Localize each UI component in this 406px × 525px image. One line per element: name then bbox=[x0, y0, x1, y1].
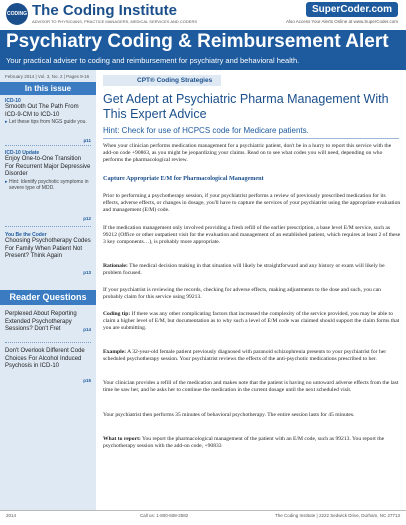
sidebar-divider bbox=[5, 226, 91, 227]
institute-name: The Coding Institute bbox=[32, 2, 177, 19]
article-paragraph-2: If the medication management only involved providing a fresh refill of the earlier prescription, a base level E/M service, such as 99212 (Office or other outpatient visit for the evaluation and management of an established patient, which requires at least 2 of these 3 key components…), is probably more appropriate. bbox=[103, 225, 401, 246]
sidebar-divider bbox=[5, 145, 91, 146]
coding-tip-text: If there was any other complicating factors that increased the complexity of the service provided, you may be able to claim a higher level of E/M, but documentation as to why such a level of E/M code was claimed should support the claim forms that you are submitting. bbox=[103, 311, 400, 332]
item-tag: ICD-10 Update bbox=[5, 150, 40, 156]
item-tag: You Be the Coder bbox=[5, 232, 47, 238]
publication-title: Psychiatry Coding & Reimbursement Alert bbox=[6, 31, 389, 52]
sidebar-item-icd10-update[interactable] bbox=[5, 150, 91, 221]
article-headline: Get Adept at Psychiatric Pharma Management With This Expert Advice bbox=[103, 92, 389, 121]
article-paragraph-9 bbox=[103, 436, 401, 450]
article-paragraph-8: Your psychiatrist then performs 35 minutes of behavioral psychotherapy. The entire session lasts for 45 minutes. bbox=[103, 412, 355, 418]
item-title: Enjoy One-to-One Transition For Recurrent Major Depressive Disorder bbox=[5, 156, 91, 177]
sidebar-question-extended-sessions[interactable] bbox=[5, 311, 91, 334]
item-page: p14 bbox=[83, 327, 91, 332]
issue-info: February 2014 | Vol. 3, No. 2 | Pages 9-16 bbox=[5, 74, 90, 79]
article-paragraph-4: If your psychiatrist is reviewing the records, checking for adverse effects, making adjustments to the dose and such, you can probably claim for this service using 99213. bbox=[103, 287, 381, 301]
rationale-text: The medical decision making in that situation will likely be straightforward and any history or exam will likely be problem focused. bbox=[103, 263, 385, 277]
what-to-report-label: What to report: bbox=[103, 436, 141, 442]
publication-subtitle: Your practical adviser to coding and reimbursement for psychiatry and behavioral health. bbox=[6, 56, 300, 65]
supercoder-tagline: Also Access Your Alerts Online at www.SuperCoder.com bbox=[285, 19, 398, 24]
sidebar-item-you-be-the-coder[interactable] bbox=[5, 232, 91, 275]
item-title: Don't Overlook Different Code Choices For Alcohol Induced Psychosis in ICD-10 bbox=[5, 348, 85, 369]
article-paragraph-5 bbox=[103, 311, 401, 332]
item-page: p15 bbox=[83, 378, 91, 383]
item-page: p11 bbox=[83, 138, 91, 143]
supercoder-logo[interactable]: SuperCoder.com bbox=[306, 2, 398, 17]
footer-address: The Coding Institute | 2222 Sedwick Drive, Durham, NC 27713 bbox=[275, 513, 400, 518]
coding-institute-logo: CODING bbox=[6, 3, 28, 25]
sidebar-item-icd10[interactable] bbox=[5, 98, 91, 143]
item-sub: ▸ Let these tips from NGS guide you. bbox=[5, 119, 91, 125]
item-title: Choosing Psychotherapy Codes For Family When Patient Not Present? Think Again bbox=[5, 238, 91, 259]
item-page: p12 bbox=[83, 216, 91, 221]
article-rule bbox=[103, 138, 399, 139]
item-title: Perplexed About Reporting Extended Psychotherapy Sessions? Don't Fret bbox=[5, 311, 77, 332]
article-paragraph-1: Prior to performing a psychotherapy session, if your psychiatrist performs a review of previously prescribed medication for its effects, adverse effects, or changes in dosage, you'll have to capture the services of your psychiatrist using the appropriate evaluation and management (E/M) code. bbox=[103, 193, 401, 214]
item-page: p13 bbox=[83, 270, 91, 275]
example-text: A 32-year-old female patient previously diagnosed with paranoid schizophrenia presents to your psychiatrist for her scheduled psychotherapy session. Your psychiatrist reviews the effects of the anti-psychotic medications prescribed to her. bbox=[103, 349, 387, 363]
example-label: Example: bbox=[103, 349, 126, 355]
rationale-label: Rationale: bbox=[103, 263, 128, 269]
sidebar-question-alcohol-psychosis[interactable] bbox=[5, 348, 91, 383]
item-tag: ICD-10 bbox=[5, 98, 21, 104]
article-hint: Hint: Check for use of HCPCS code for Medicare patients. bbox=[103, 126, 309, 135]
in-this-issue-heading: In this issue bbox=[0, 82, 96, 95]
coding-tip-label: Coding tip: bbox=[103, 311, 131, 317]
article-subhead: Capture Appropriate E/M for Pharmacological Management bbox=[103, 175, 264, 182]
article-category: CPT® Coding Strategies bbox=[103, 75, 221, 86]
article-paragraph-6 bbox=[103, 349, 401, 363]
article-paragraph-7: Your clinician provides a refill of the medication and makes note that the patient is having no untoward adverse effects from the last time he saw her, and he asks her to continue the medication in the current dosage until the next scheduled visit. bbox=[103, 380, 399, 394]
masthead bbox=[0, 0, 406, 29]
footer-year: 2014 bbox=[6, 513, 17, 518]
institute-tagline: ADVISOR TO PHYSICIANS, PRACTICE MANAGERS, MEDICAL SERVICES AND CODERS bbox=[32, 19, 197, 24]
sidebar-divider bbox=[5, 342, 91, 343]
article-intro: When your clinician performs medication management for a psychiatric patient, don't be in a hurry to report this service with the add-on code +90863, as you might be jeopardizing your claims. Read on to see what codes you will need, depending on who performs the pharmacological review. bbox=[103, 143, 392, 164]
item-title: Smooth Out The Path From ICD-9-CM to ICD-10 bbox=[5, 104, 79, 118]
reader-questions-heading: Reader Questions bbox=[0, 290, 96, 305]
footer-phone: Call us: 1-800-508-2582 bbox=[140, 513, 189, 518]
what-to-report-text: You report the pharmacological management of the patient with an E/M code, such as 99213. You report the psychotherapy session with the add-on code, +90833 bbox=[103, 436, 385, 450]
article-paragraph-3 bbox=[103, 263, 401, 277]
item-sub: ▸ Hint: Identify psychotic symptoms in severe type of MDD. bbox=[5, 179, 91, 191]
